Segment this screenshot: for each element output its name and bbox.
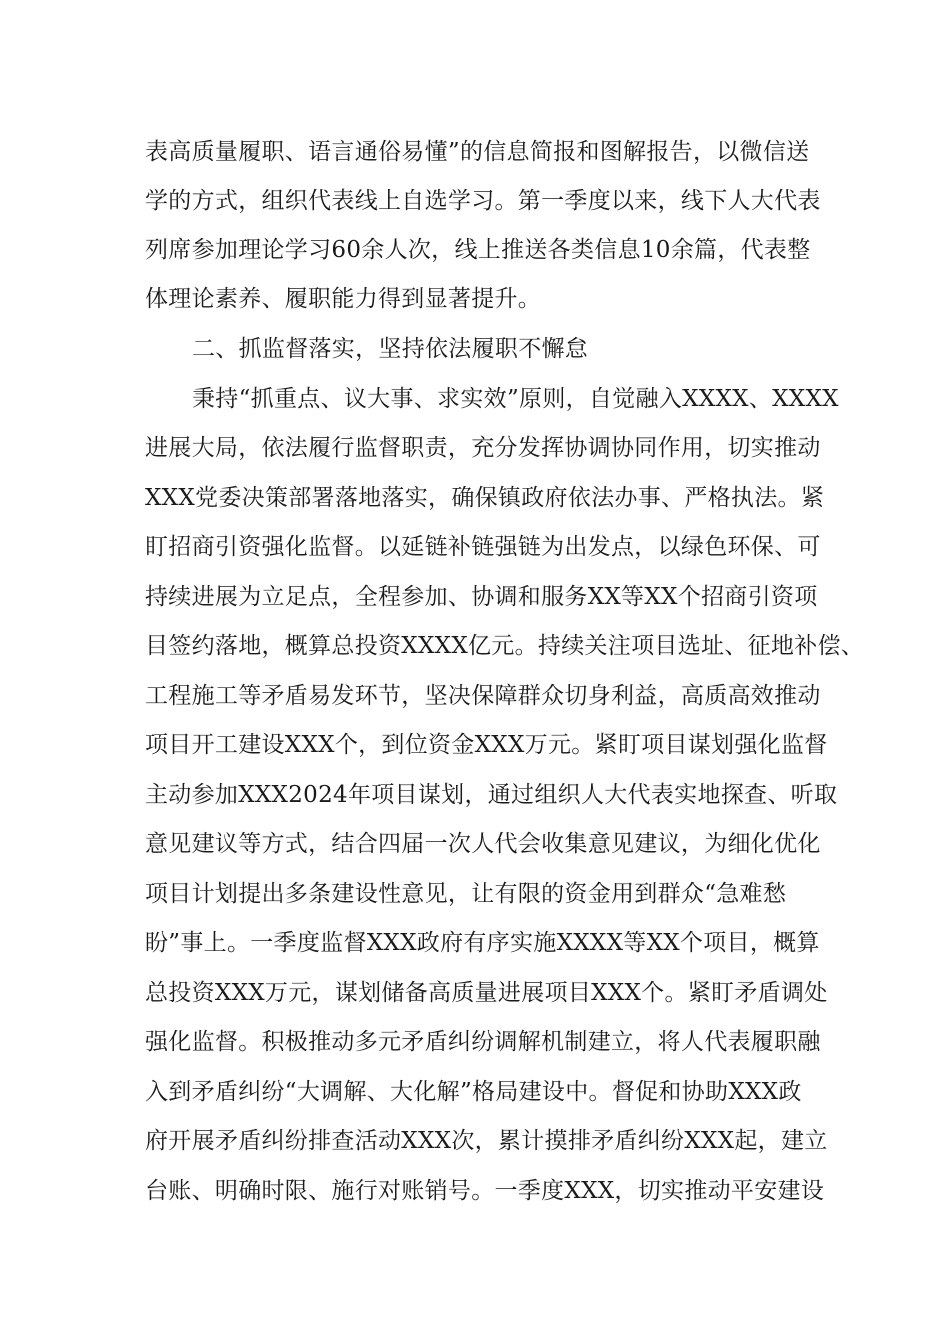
body-line: 列席参加理论学习60余人次，线上推送各类信息10余篇，代表整 (145, 237, 811, 263)
body-line: 学的方式，组织代表线上自选学习。第一季度以来，线下人大代表 (145, 188, 821, 214)
body-line: 主动参加XXX2024年项目谋划，通过组织人大代表实地探查、听取 (145, 782, 838, 808)
body-line: 目签约落地，概算总投资XXXX亿元。持续关注项目选址、征地补偿、 (145, 633, 865, 659)
body-line: 项目计划提出多条建设性意见，让有限的资金用到群众“急难愁 (145, 881, 787, 907)
body-line: 总投资XXX万元，谋划储备高质量进展项目XXX个。紧盯矛盾调处 (145, 980, 828, 1006)
body-line: 盼”事上。一季度监督XXX政府有序实施XXXX等XX个项目，概算 (145, 930, 820, 956)
body-line: 入到矛盾纠纷“大调解、大化解”格局建设中。督促和协助XXX政 (145, 1079, 802, 1105)
body-line: 强化监督。积极推动多元矛盾纠纷调解机制建立，将人代表履职融 (145, 1029, 821, 1055)
body-line: 台账、明确时限、施行对账销号。一季度XXX，切实推动平安建设 (145, 1178, 825, 1204)
body-line: 项目开工建设XXX个，到位资金XXX万元。紧盯项目谋划强化监督 (145, 732, 828, 758)
body-line: 府开展矛盾纠纷排查活动XXX次，累计摸排矛盾纠纷XXX起，建立 (145, 1128, 828, 1154)
body-line: 体理论素养、履职能力得到显著提升。 (145, 286, 542, 312)
body-line: 工程施工等矛盾易发环节，坚决保障群众切身利益，高质高效推动 (145, 683, 821, 709)
body-line: 盯招商引资强化监督。以延链补链强链为出发点，以绿色环保、可 (145, 534, 821, 560)
body-line: 意见建议等方式，结合四届一次人代会收集意见建议，为细化优化 (145, 831, 821, 857)
body-line: 进展大局，依法履行监督职责，充分发挥协调协同作用，切实推动 (145, 435, 821, 461)
body-line: 秉持“抓重点、议大事、求实效”原则，自觉融入XXXX、XXXX (192, 386, 839, 412)
body-line: 表高质量履职、语言通俗易懂”的信息简报和图解报告，以微信送 (145, 139, 810, 165)
section-heading: 二、抓监督落实，坚持依法履职不懈怠 (192, 336, 589, 362)
body-line: 持续进展为立足点，全程参加、协调和服务XX等XX个招商引资项 (145, 584, 818, 610)
body-line: XXX党委决策部署落地落实，确保镇政府依法办事、严格执法。紧 (145, 485, 825, 511)
